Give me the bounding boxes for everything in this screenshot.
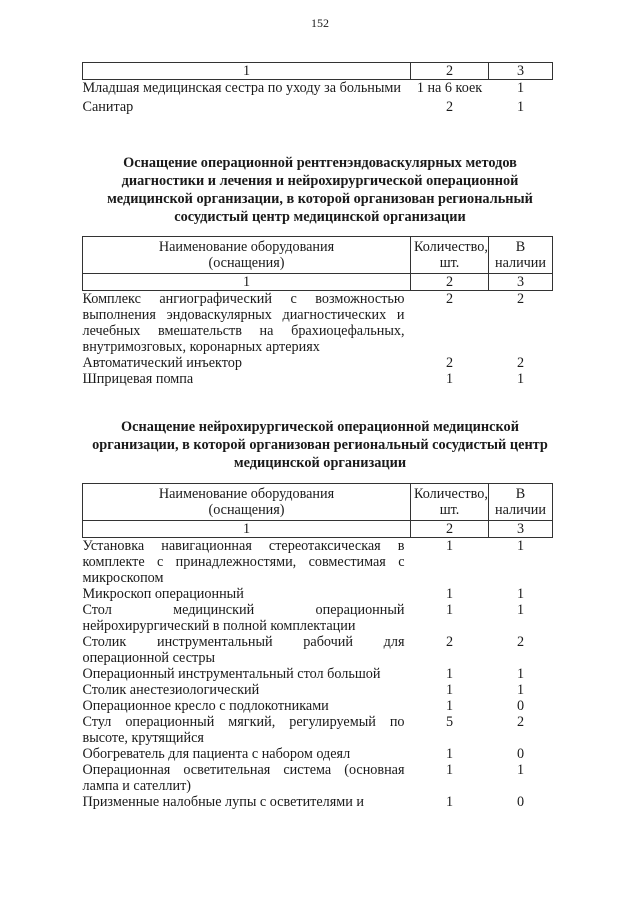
table-row — [83, 698, 553, 714]
row-name: Стул операционный мягкий, регулируемый по высоте, крутящийся — [82, 714, 405, 746]
row-qty: 1 — [445, 666, 454, 682]
section-heading — [85, 418, 555, 472]
column-number: 1 — [83, 63, 411, 80]
column-numbers-row — [83, 521, 553, 538]
column-number: 1 — [83, 521, 411, 538]
row-qty: 1 — [445, 698, 454, 714]
table-row — [83, 746, 553, 762]
row-name: Санитар — [82, 99, 134, 115]
row-have: 1 — [516, 666, 525, 682]
column-number: 2 — [411, 274, 489, 291]
table-row — [83, 371, 553, 387]
table-row — [83, 634, 553, 666]
row-name: Младшая медицинская сестра по уходу за больными — [82, 80, 401, 96]
row-qty: 2 — [445, 634, 454, 650]
table-row — [83, 291, 553, 356]
row-name: Операционное кресло с подлокотниками — [82, 698, 329, 714]
row-name: Стол медицинский операционный нейрохирургический в полной комплектации — [82, 602, 405, 634]
row-name: Микроскоп операционный — [82, 586, 244, 602]
heading-line: Оснащение операционной рентгенэндоваскулярных методов — [123, 155, 517, 171]
row-qty: 1 — [445, 794, 454, 810]
row-name: Столик анестезиологический — [82, 682, 260, 698]
row-qty: 1 — [445, 682, 454, 698]
row-name: Обогреватель для пациента с набором одеял — [82, 746, 351, 762]
column-number: 2 — [411, 521, 489, 538]
row-have: 1 — [516, 538, 525, 554]
row-name: Шприцевая помпа — [82, 371, 194, 387]
row-qty: 2 — [445, 291, 454, 307]
row-qty: 1 — [445, 602, 454, 618]
row-have: 2 — [516, 714, 525, 730]
row-qty: 1 — [445, 586, 454, 602]
heading-line: организации, в которой организован региональный сосудистый центр — [92, 437, 548, 453]
table-row — [83, 666, 553, 682]
header-cell: В наличии — [489, 237, 553, 274]
row-qty: 2 — [445, 99, 454, 115]
header-cell: Наименование оборудования (оснащения) — [83, 237, 411, 274]
row-name: Операционный инструментальный стол большой — [82, 666, 381, 682]
table-row — [83, 682, 553, 698]
row-qty: 1 — [445, 762, 454, 778]
row-name: Операционная осветительная система (основная лампа и сателлит) — [82, 762, 405, 794]
equipment-table — [82, 483, 553, 810]
heading-line: медицинской организации — [233, 455, 407, 471]
row-have: 0 — [516, 698, 525, 714]
header-cell: Количество, шт. — [411, 484, 489, 521]
row-have: 1 — [516, 371, 525, 387]
table-row — [83, 714, 553, 746]
row-qty: 5 — [445, 714, 454, 730]
row-have: 1 — [516, 586, 525, 602]
column-number: 2 — [411, 63, 489, 80]
row-have: 0 — [516, 794, 525, 810]
row-name: Комплекс ангиографический с возможностью выполнения эндоваскулярных диагностических и лечебных вмешательств на брахиоцефальных, внутримозговых, коронарных артериях — [82, 291, 405, 355]
heading-line: медицинской организации, в которой организован региональный — [107, 191, 533, 207]
page-number: 152 — [311, 16, 329, 30]
heading-line: сосудистый центр медицинской организации — [174, 209, 466, 225]
row-name: Автоматический инъектор — [82, 355, 242, 371]
column-numbers-row — [83, 274, 553, 291]
row-have: 1 — [516, 80, 525, 96]
column-number: 3 — [489, 63, 553, 80]
row-have: 1 — [516, 602, 525, 618]
table-row — [83, 762, 553, 794]
column-number: 3 — [489, 274, 553, 291]
table-row — [83, 586, 553, 602]
section-heading — [85, 154, 555, 226]
row-have: 1 — [516, 682, 525, 698]
row-have: 1 — [516, 99, 525, 115]
row-qty: 1 — [445, 371, 454, 387]
row-name: Столик инструментальный рабочий для операционной сестры — [82, 634, 405, 666]
heading-line: диагностики и лечения и нейрохирургической операционной — [121, 173, 519, 189]
staff-table — [82, 62, 553, 115]
header-cell: В наличии — [489, 484, 553, 521]
header-row — [83, 237, 553, 274]
column-numbers-row — [83, 63, 553, 80]
table-row — [83, 538, 553, 587]
column-number: 1 — [83, 274, 411, 291]
row-have: 2 — [516, 291, 525, 307]
row-qty: 1 — [445, 746, 454, 762]
row-qty: 1 на 6 коек — [416, 80, 483, 96]
table-row — [83, 80, 553, 97]
heading-line: Оснащение нейрохирургической операционной медицинской — [121, 419, 519, 435]
header-row — [83, 484, 553, 521]
row-name: Призменные налобные лупы с осветителями и — [82, 794, 364, 810]
row-have: 0 — [516, 746, 525, 762]
column-number: 3 — [489, 521, 553, 538]
row-qty: 1 — [445, 538, 454, 554]
row-have: 2 — [516, 355, 525, 371]
header-cell: Количество, шт. — [411, 237, 489, 274]
row-have: 2 — [516, 634, 525, 650]
equipment-table — [82, 236, 553, 387]
table-row — [83, 602, 553, 634]
table-row — [83, 355, 553, 371]
row-qty: 2 — [445, 355, 454, 371]
header-cell: Наименование оборудования (оснащения) — [83, 484, 411, 521]
row-have: 1 — [516, 762, 525, 778]
row-name: Установка навигационная стереотаксическая в комплекте с принадлежностями, совместимая с микроскопом — [82, 538, 405, 586]
table-row — [83, 96, 553, 115]
table-row — [83, 794, 553, 810]
